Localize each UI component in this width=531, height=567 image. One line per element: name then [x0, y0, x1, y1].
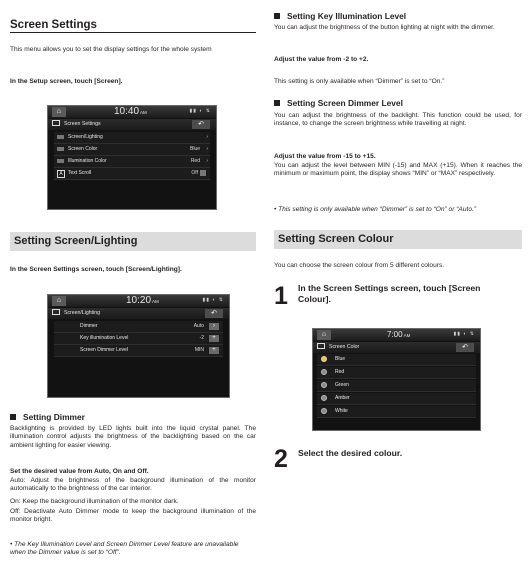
screen-icon [52, 309, 60, 315]
radio-icon [321, 382, 327, 388]
back-icon[interactable]: ↶ [205, 309, 223, 318]
screen-settings-screenshot [47, 105, 217, 210]
menu-item-text-scroll[interactable]: A Text Scroll Off [54, 168, 210, 180]
square-bullet-icon [274, 100, 280, 106]
page-title: Screen Settings [10, 18, 256, 33]
toggle-switch[interactable] [200, 170, 206, 176]
dimmer-off-text: Off: Deactivate Auto Dimmer mode to keep the background illumination of the monitor bright. [10, 508, 256, 524]
status-bar [313, 329, 480, 341]
step-2-text: Select the desired colour. [298, 448, 403, 458]
dimmer-next-button[interactable]: › [209, 323, 219, 330]
screen-dimmer-body: You can adjust the brightness of the backlight. This function could be used, for instance, to change the screen brightness while travelling at night. [274, 112, 522, 128]
screen-header: Screen/Lighting ↶ [48, 308, 229, 319]
dimmer-note: • The Key Illumination Level and Screen Dimmer Level feature are unavailable when the Dimmer value is set to “Off”. [10, 541, 239, 557]
screen-color-screenshot [312, 328, 481, 431]
chevron-right-icon: › [206, 158, 208, 164]
color-option-blue[interactable]: Blue [317, 354, 476, 366]
color-option-amber[interactable]: Amber [317, 393, 476, 405]
status-icons: ▮▮ ◐ ⇅ [453, 331, 475, 337]
setting-dimmer[interactable]: Dimmer Auto › [54, 321, 223, 333]
dimmer-set-instruction: Set the desired value from Auto, On and Off. [10, 468, 149, 475]
menu-item-illumination-color[interactable]: Illumination Color Red › [54, 156, 210, 168]
status-bar [48, 106, 216, 118]
screen-dimmer-range: Adjust the value from -15 to +15. [274, 153, 376, 160]
dimmer-body: Backlighting is provided by LED lights built into the liquid crystal panel. The illumination control adjusts the brightness of the backlighting based on the car ambient lighting for easier viewing. [10, 425, 256, 449]
square-bullet-icon [10, 414, 16, 420]
intro-text: This menu allows you to set the display settings for the whole system [10, 46, 212, 53]
screen-header: Screen Color ↶ [313, 342, 480, 353]
screen-dimmer-note: • This setting is only available when “Dimmer” is set to “On” or “Auto.” [274, 206, 477, 213]
key-illumination-range: Adjust the value from -2 to +2. [274, 56, 369, 63]
color-option-white[interactable]: White [317, 406, 476, 418]
home-icon[interactable]: ⌂ [317, 330, 331, 340]
section-screen-lighting: Setting Screen/Lighting [10, 232, 256, 251]
clock: 7:00AM [387, 330, 411, 339]
home-icon[interactable]: ⌂ [52, 296, 66, 306]
clock: 10:20AM [126, 295, 159, 306]
setup-instruction: In the Setup screen, touch [Screen]. [10, 78, 123, 85]
dimmer-heading: Setting Dimmer [10, 412, 85, 422]
radio-icon [321, 369, 327, 375]
chevron-right-icon: › [206, 146, 208, 152]
menu-item-screen-color[interactable]: Screen Color Blue › [54, 144, 210, 156]
text-scroll-icon: A [57, 170, 65, 178]
screen-icon [52, 120, 60, 126]
radio-icon [321, 408, 327, 414]
back-icon[interactable]: ↶ [456, 343, 474, 352]
radio-selected-icon [321, 356, 327, 362]
key-illumination-heading: Setting Key Illumination Level [274, 11, 406, 21]
color-option-green[interactable]: Green [317, 380, 476, 392]
screen-lighting-icon [57, 135, 64, 139]
screen-color-icon [317, 343, 325, 349]
radio-icon [321, 395, 327, 401]
status-bar [48, 295, 229, 307]
section-instruction: In the Screen Settings screen, touch [Screen/Lighting]. [10, 266, 182, 273]
menu-item-screen-lighting[interactable]: Screen/Lighting › [54, 132, 210, 144]
section-screen-colour: Setting Screen Colour [274, 230, 522, 249]
screen-color-icon [57, 147, 64, 151]
status-icons: ▮▮ ◐ ⇅ [189, 108, 211, 114]
screen-dimmer-heading: Setting Screen Dimmer Level [274, 98, 403, 108]
screen-header: Screen Settings ↶ [48, 119, 216, 130]
key-illumination-body: You can adjust the brightness of the button lighting at night with the dimmer. [274, 24, 495, 31]
setting-screen-dimmer[interactable]: Screen Dimmer Level MIN + [54, 345, 223, 357]
home-icon[interactable]: ⌂ [52, 107, 66, 117]
back-icon[interactable]: ↶ [192, 120, 210, 129]
step-1-text: In the Screen Settings screen, touch [Screen Colour]. [298, 283, 481, 304]
dimmer-on-text: On: Keep the background illumination of the monitor dark. [10, 498, 179, 505]
status-icons: ▮▮ ◐ ⇅ [202, 297, 224, 303]
clock: 10:40AM [114, 106, 147, 117]
dimmer-auto-text: Auto: Adjust the brightness of the background illumination of the monitor automatically to the brightness of the car interior. [10, 477, 256, 493]
colour-intro: You can choose the screen colour from 5 different colours. [274, 262, 445, 269]
key-illumination-note: This setting is only available when “Dimmer” is set to “On.” [274, 78, 445, 85]
key-illumination-plus-button[interactable]: + [209, 335, 219, 342]
screen-lighting-screenshot [47, 294, 230, 398]
step-2-number: 2 [274, 445, 288, 473]
screen-dimmer-body2: You can adjust the level between MIN (-15) and MAX (+15). When it reaches the minimum or maximum point, the display shows “MIN” or “MAX” respectively. [274, 162, 522, 178]
step-1-number: 1 [274, 282, 288, 310]
square-bullet-icon [274, 13, 280, 19]
color-option-red[interactable]: Red [317, 367, 476, 379]
illumination-icon [57, 159, 64, 163]
screen-dimmer-plus-button[interactable]: + [209, 347, 219, 354]
chevron-right-icon: › [206, 134, 208, 140]
setting-key-illumination[interactable]: Key illumination Level -2 + [54, 333, 223, 345]
